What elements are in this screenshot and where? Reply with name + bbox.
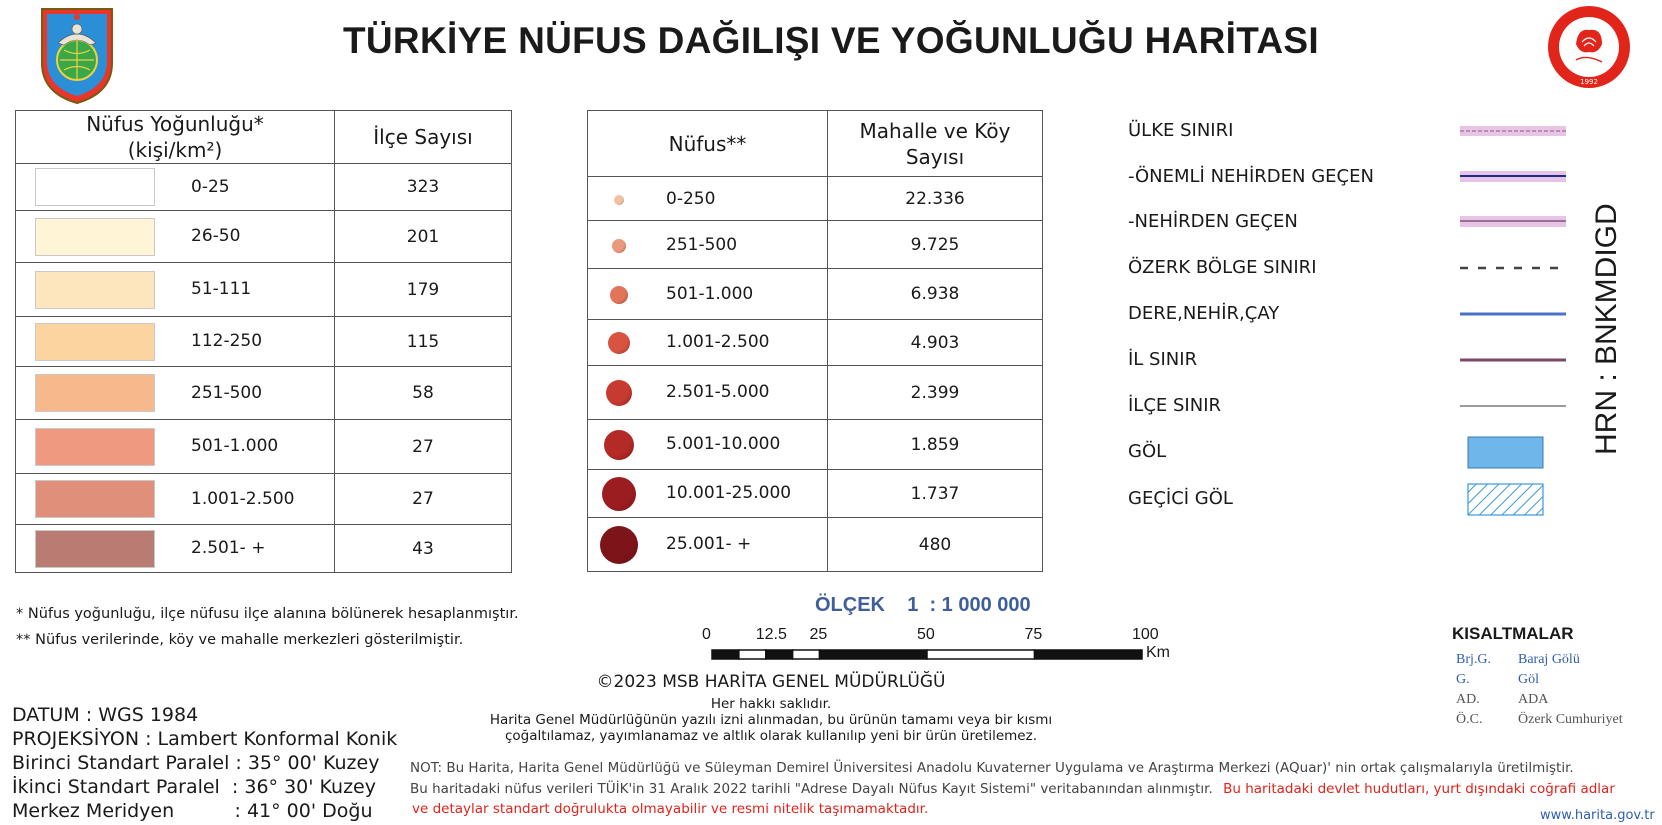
line-legend-symbol [1458, 386, 1578, 426]
population-bubble-symbol [610, 286, 628, 304]
density-class-cell [16, 317, 335, 367]
population-row [588, 366, 1043, 420]
abbreviation-code: Brj.G. [1456, 652, 1491, 667]
line-legend-symbol [1458, 111, 1578, 151]
density-color-swatch [35, 428, 155, 466]
density-range-label: 1.001-2.500 [191, 488, 295, 509]
density-class-cell [16, 525, 335, 573]
population-class-cell [588, 177, 828, 221]
abbreviation-meaning: Özerk Cumhuriyet [1518, 712, 1623, 727]
note-data-source: Bu haritadaki nüfus verileri TÜİK'in 31 Aralık 2022 tarihli "Adrese Dayalı Nüfus Kayıt Sistemi" veritabanından alınmıştır. [410, 781, 1213, 797]
settlement-header-line1: Mahalle ve Köy [859, 118, 1011, 143]
population-row [588, 177, 1043, 221]
website-link[interactable]: www.harita.gov.tr [1540, 808, 1655, 823]
scale-tick-label: 12.5 [755, 626, 787, 643]
density-class-cell [16, 211, 335, 263]
density-range-label: 26-50 [191, 226, 241, 246]
population-header: Nüfus** [588, 111, 828, 177]
density-color-swatch [35, 271, 155, 309]
note-line-1: NOT: Bu Harita, Harita Genel Müdürlüğü ve Süleyman Demirel Üniversitesi Anadolu Kuvaterner Uygulama ve Araştırma Merkezi (AQuar)' nin ortak çalışmalarıyla üretilmiştir. [410, 760, 1574, 776]
line-legend-symbol [1458, 432, 1578, 472]
density-color-swatch [35, 323, 155, 361]
population-row [588, 221, 1043, 269]
density-range-label: 251-500 [191, 382, 263, 403]
scale-bar-segment [712, 650, 739, 659]
population-row [588, 420, 1043, 470]
density-row [16, 317, 512, 367]
line-legend-label: ÖZERK BÖLGE SINIRI [1128, 257, 1317, 278]
abbreviation-code: AD. [1456, 692, 1480, 707]
footnote-population: ** Nüfus verilerinde, köy ve mahalle merkezleri gösterilmiştir. [16, 632, 464, 648]
line-legend-symbol [1458, 157, 1578, 197]
line-legend-label: İLÇE SINIR [1128, 395, 1222, 416]
projection-line: PROJEKSİYON : Lambert Konformal Konik [12, 728, 398, 750]
abbreviation-meaning: ADA [1518, 692, 1549, 707]
line-legend-symbol [1458, 479, 1578, 519]
note-disclaimer-2: ve detaylar standart doğrulukta olmayabilir ve resmi nitelik taşımamaktadır. [412, 801, 929, 817]
district-count-value: 27 [335, 474, 512, 525]
population-range-label: 0-250 [666, 188, 716, 209]
density-row [16, 367, 512, 420]
scale-title: ÖLÇEK 1 : 1 000 000 [815, 594, 1031, 616]
density-row [16, 420, 512, 474]
line-legend-label: -ÖNEMLİ NEHİRDEN GEÇEN [1128, 166, 1374, 187]
note-line-2 [410, 781, 1615, 797]
population-range-label: 251-500 [666, 234, 738, 255]
district-count-value: 201 [335, 211, 512, 263]
scale-bar-segment [766, 650, 793, 659]
district-count-value: 179 [335, 263, 512, 317]
population-class-cell [588, 366, 828, 420]
density-range-label: 0-25 [191, 176, 230, 197]
density-row [16, 263, 512, 317]
density-row [16, 474, 512, 525]
central-meridian-line: Merkez Meridyen : 41° 00' Doğu [12, 800, 373, 822]
line-legend-symbol [1458, 202, 1578, 242]
population-bubble-symbol [612, 239, 626, 253]
settlement-header-line2: Sayısı [905, 144, 965, 169]
scale-tick-label: 100 [1132, 626, 1159, 643]
population-bubble-symbol [606, 380, 632, 406]
density-color-swatch [35, 168, 155, 206]
district-count-value: 27 [335, 420, 512, 474]
abbreviation-meaning: Baraj Gölü [1518, 652, 1580, 667]
abbreviation-code: G. [1456, 672, 1470, 687]
sdu-logo [1546, 4, 1632, 90]
note-disclaimer-1: Bu haritadaki devlet hudutları, yurt dışındaki coğrafi adlar [1223, 781, 1615, 797]
density-class-cell [16, 164, 335, 211]
rights-detail-2: çoğaltılamaz, yayımlanamaz ve altlık olarak kullanılıp yeni bir ürün üretilemez. [505, 728, 1037, 744]
scale-bar-segment [927, 650, 1035, 659]
line-legend-label: DERE,NEHİR,ÇAY [1128, 303, 1280, 324]
density-header-line1: Nüfus Yoğunluğu* [86, 112, 264, 136]
population-range-label: 2.501-5.000 [666, 382, 770, 402]
density-row [16, 525, 512, 573]
population-bubble-symbol [614, 195, 624, 205]
settlement-count-header [828, 111, 1043, 177]
population-bubble-symbol [604, 430, 634, 460]
density-color-swatch [35, 480, 155, 518]
district-count-value: 323 [335, 164, 512, 211]
scale-bar-segment [820, 650, 928, 659]
population-bubble-symbol [602, 477, 636, 511]
rights-line: Her hakkı saklıdır. [710, 696, 832, 712]
first-parallel-line: Birinci Standart Paralel : 35° 00' Kuzey [12, 752, 380, 774]
population-bubble-symbol [608, 332, 630, 354]
scale-bar [700, 626, 1170, 662]
scale-bar-segment [793, 650, 820, 659]
line-legend-symbol [1458, 248, 1578, 288]
population-range-label: 10.001-25.000 [666, 483, 792, 503]
density-color-swatch [35, 218, 155, 256]
density-range-label: 2.501- + [191, 538, 266, 558]
density-row [16, 164, 512, 211]
population-row [588, 470, 1043, 518]
density-color-swatch [35, 530, 155, 568]
line-legend-label: ÜLKE SINIRI [1128, 120, 1234, 141]
scale-tick-label: 25 [809, 626, 828, 643]
rights-detail-1: Harita Genel Müdürlüğünün yazılı izni alınmadan, bu ürünün tamamı veya bir kısmı [489, 712, 1053, 728]
settlement-count-value: 4.903 [828, 320, 1043, 366]
population-row [588, 269, 1043, 320]
density-range-label: 501-1.000 [191, 436, 279, 456]
density-class-cell [16, 367, 335, 420]
settlement-count-value: 9.725 [828, 221, 1043, 269]
scale-bar-segment [739, 650, 766, 659]
population-class-cell [588, 320, 828, 366]
settlement-count-value: 2.399 [828, 366, 1043, 420]
population-class-cell [588, 518, 828, 572]
density-color-swatch [35, 374, 155, 412]
hrn-code: HRN : BNKMDIGD [1590, 203, 1623, 455]
population-bubble-symbol [600, 526, 638, 564]
density-legend-table [15, 110, 512, 573]
second-parallel-line: İkinci Standart Paralel : 36° 30' Kuzey [12, 776, 376, 798]
copyright-line: ©2023 MSB HARİTA GENEL MÜDÜRLÜĞÜ [596, 672, 946, 692]
settlement-count-value: 22.336 [828, 177, 1043, 221]
population-row [588, 320, 1043, 366]
scale-unit: Km [1146, 644, 1170, 661]
density-row [16, 211, 512, 263]
scale-bar-segment [1035, 650, 1143, 659]
settlement-count-value: 1.859 [828, 420, 1043, 470]
sdu-logo-year: 1992 [1580, 78, 1598, 86]
district-count-value: 115 [335, 317, 512, 367]
density-range-label: 51-111 [191, 279, 252, 299]
density-class-cell [16, 263, 335, 317]
population-legend-table [587, 110, 1043, 572]
population-class-cell [588, 221, 828, 269]
settlement-count-value: 1.737 [828, 470, 1043, 518]
datum-line: DATUM : WGS 1984 [12, 704, 199, 726]
population-range-label: 25.001- + [666, 534, 752, 554]
footnote-density: * Nüfus yoğunluğu, ilçe nüfusu ilçe alanına bölünerek hesaplanmıştır. [16, 606, 519, 622]
settlement-count-value: 6.938 [828, 269, 1043, 320]
population-row [588, 518, 1043, 572]
population-class-cell [588, 420, 828, 470]
district-count-value: 43 [335, 525, 512, 573]
population-range-label: 5.001-10.000 [666, 434, 781, 454]
abbreviation-code: Ö.C. [1456, 712, 1483, 727]
scale-tick-label: 75 [1024, 626, 1043, 643]
line-legend-symbol [1458, 340, 1578, 380]
population-class-cell [588, 470, 828, 518]
population-class-cell [588, 269, 828, 320]
scale-tick-label: 0 [702, 626, 711, 643]
district-count-value: 58 [335, 367, 512, 420]
density-range-label: 112-250 [191, 331, 263, 351]
line-legend-symbol [1458, 294, 1578, 334]
line-legend-label: GEÇİCİ GÖL [1128, 488, 1233, 509]
district-count-header: İlçe Sayısı [335, 111, 512, 164]
scale-tick-label: 50 [917, 626, 935, 643]
abbreviations-title: KISALTMALAR [1452, 624, 1574, 643]
line-legend-label: GÖL [1128, 441, 1167, 462]
line-legend-label: İL SINIR [1128, 349, 1198, 370]
map-title: TÜRKİYE NÜFUS DAĞILIŞI VE YOĞUNLUĞU HARİTASI [343, 20, 1319, 61]
abbreviation-meaning: Göl [1518, 672, 1539, 687]
settlement-count-value: 480 [828, 518, 1043, 572]
density-class-cell [16, 420, 335, 474]
density-header [16, 111, 335, 164]
population-range-label: 501-1.000 [666, 283, 754, 304]
density-header-line2: (kişi/km²) [127, 138, 223, 162]
line-legend-label: -NEHİRDEN GEÇEN [1128, 211, 1298, 232]
density-class-cell [16, 474, 335, 525]
population-range-label: 1.001-2.500 [666, 332, 770, 352]
